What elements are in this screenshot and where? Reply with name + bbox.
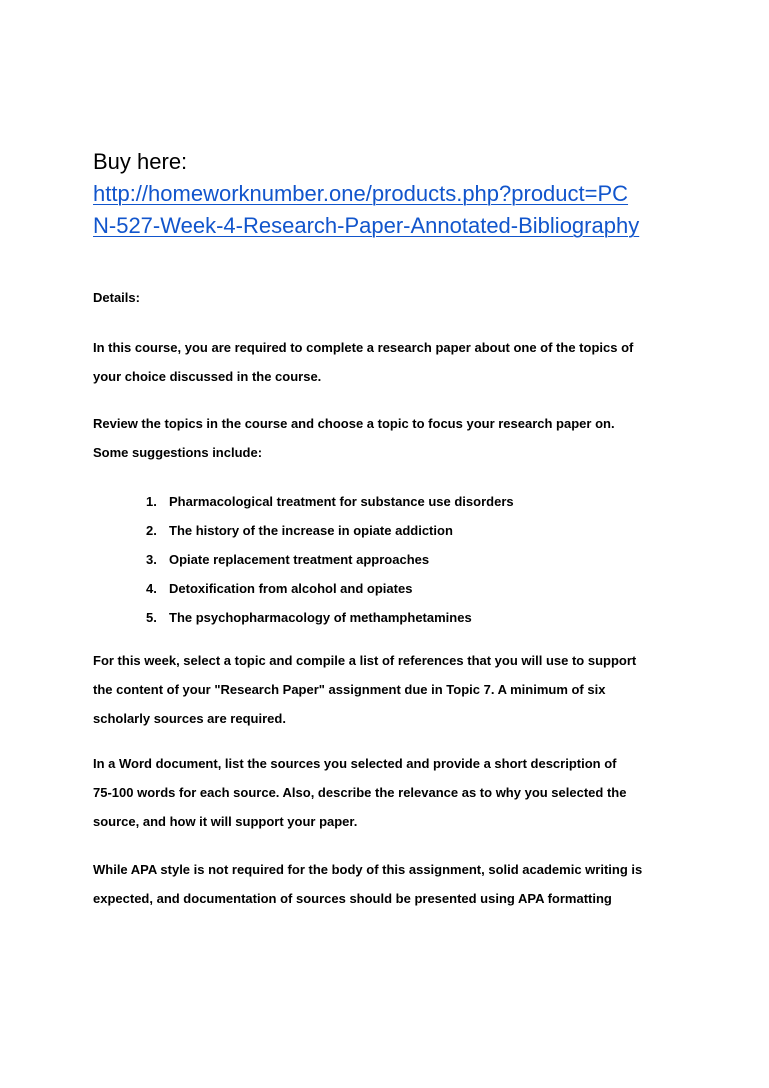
list-item-number: 3. — [146, 552, 157, 567]
list-item-number: 1. — [146, 494, 157, 509]
word-paragraph — [93, 749, 693, 836]
buy-here-label: Buy here: — [93, 149, 188, 174]
list-item-number: 4. — [146, 581, 157, 596]
week-line-3: scholarly sources are required. — [93, 711, 286, 726]
week-paragraph — [93, 646, 693, 733]
list-item-text: Opiate replacement treatment approaches — [169, 552, 430, 567]
list-item-text: Pharmacological treatment for substance use disorders — [169, 494, 514, 509]
list-item-text: The history of the increase in opiate addiction — [169, 523, 453, 538]
week-line-1: For this week, select a topic and compile a list of references that you will use to support — [93, 653, 637, 668]
list-item-number: 5. — [146, 610, 157, 625]
week-line-2: the content of your "Research Paper" assignment due in Topic 7. A minimum of six — [93, 682, 606, 697]
review-line-2: Some suggestions include: — [93, 445, 263, 460]
word-line-3: source, and how it will support your paper. — [93, 814, 358, 829]
product-link-line-2[interactable]: N-527-Week-4-Research-Paper-Annotated-Bibliography — [93, 213, 640, 238]
review-line-1: Review the topics in the course and choose a topic to focus your research paper on. — [93, 416, 615, 431]
list-item-text: The psychopharmacology of methamphetamines — [169, 610, 472, 625]
list-item-number: 2. — [146, 523, 157, 538]
intro-paragraph — [93, 333, 693, 391]
word-line-2: 75-100 words for each source. Also, describe the relevance as to why you selected the — [93, 785, 627, 800]
apa-line-2: expected, and documentation of sources should be presented using APA formatting — [93, 891, 612, 906]
product-link-line-1[interactable]: http://homeworknumber.one/products.php?product=PC — [93, 181, 629, 206]
list-item-text: Detoxification from alcohol and opiates — [169, 581, 413, 596]
word-line-1: In a Word document, list the sources you selected and provide a short description of — [93, 756, 617, 771]
details-label: Details: — [93, 290, 140, 305]
apa-paragraph — [93, 855, 693, 913]
details-heading — [93, 283, 693, 312]
intro-line-1: In this course, you are required to complete a research paper about one of the topics of — [93, 340, 634, 355]
review-paragraph — [93, 409, 693, 467]
intro-line-2: your choice discussed in the course. — [93, 369, 322, 384]
apa-line-1: While APA style is not required for the body of this assignment, solid academic writing is — [93, 862, 643, 877]
product-link[interactable] — [93, 178, 693, 242]
